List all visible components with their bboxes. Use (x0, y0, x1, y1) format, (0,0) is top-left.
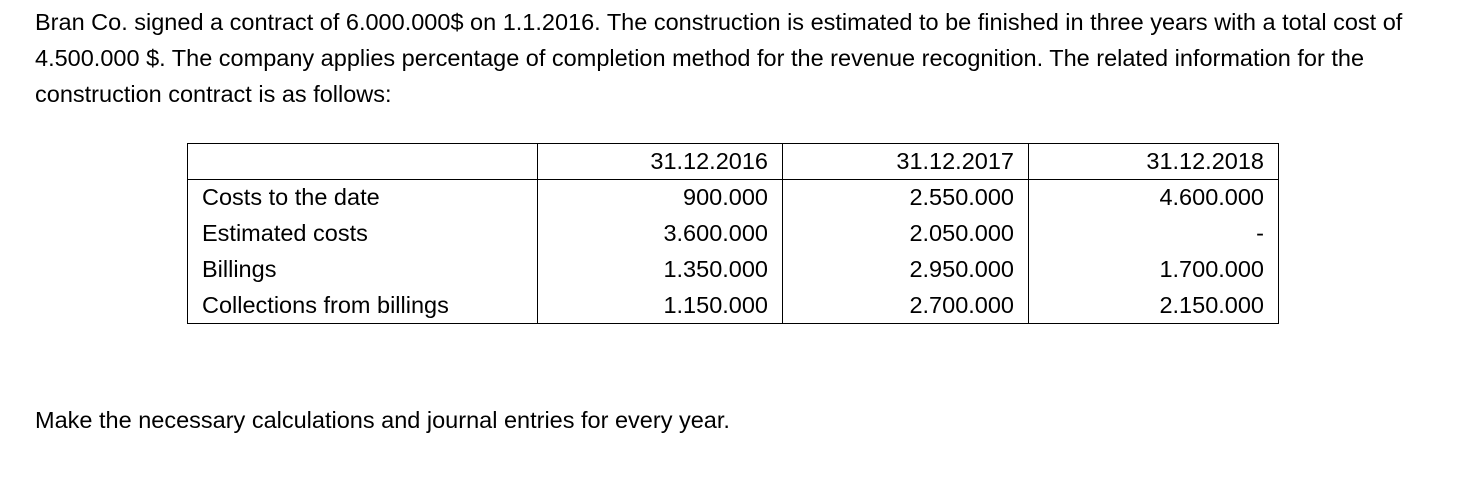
cell-2017: 2.950.000 (783, 252, 1029, 288)
row-label: Billings (188, 252, 538, 288)
row-label: Estimated costs (188, 216, 538, 252)
table-row (188, 180, 1279, 216)
cell-2016: 3.600.000 (538, 216, 783, 252)
cell-2018: 4.600.000 (1029, 180, 1279, 216)
row-label: Collections from billings (188, 288, 538, 324)
row-label: Costs to the date (188, 180, 538, 216)
cell-2017: 2.700.000 (783, 288, 1029, 324)
header-date-2018: 31.12.2018 (1029, 144, 1279, 180)
cell-2017: 2.050.000 (783, 216, 1029, 252)
cell-2018: - (1029, 216, 1279, 252)
cell-2016: 900.000 (538, 180, 783, 216)
contract-info-table (187, 143, 1279, 324)
cell-2016: 1.150.000 (538, 288, 783, 324)
cell-2018: 1.700.000 (1029, 252, 1279, 288)
problem-statement: Bran Co. signed a contract of 6.000.000$ on 1.1.2016. The construction is estimated to be finished in three years with a total cost of 4.500.000 $. The company applies percentage of completion method for the revenue recognition. The related information for the construction contract is as follows: (35, 9, 1403, 107)
table-row (188, 252, 1279, 288)
task-instruction: Make the necessary calculations and journal entries for every year. (35, 407, 730, 433)
cell-2017: 2.550.000 (783, 180, 1029, 216)
header-date-2017: 31.12.2017 (783, 144, 1029, 180)
table-row (188, 288, 1279, 324)
header-label-cell (188, 144, 538, 180)
header-date-2016: 31.12.2016 (538, 144, 783, 180)
table-row (188, 216, 1279, 252)
table-header-row (188, 144, 1279, 180)
cell-2016: 1.350.000 (538, 252, 783, 288)
cell-2018: 2.150.000 (1029, 288, 1279, 324)
